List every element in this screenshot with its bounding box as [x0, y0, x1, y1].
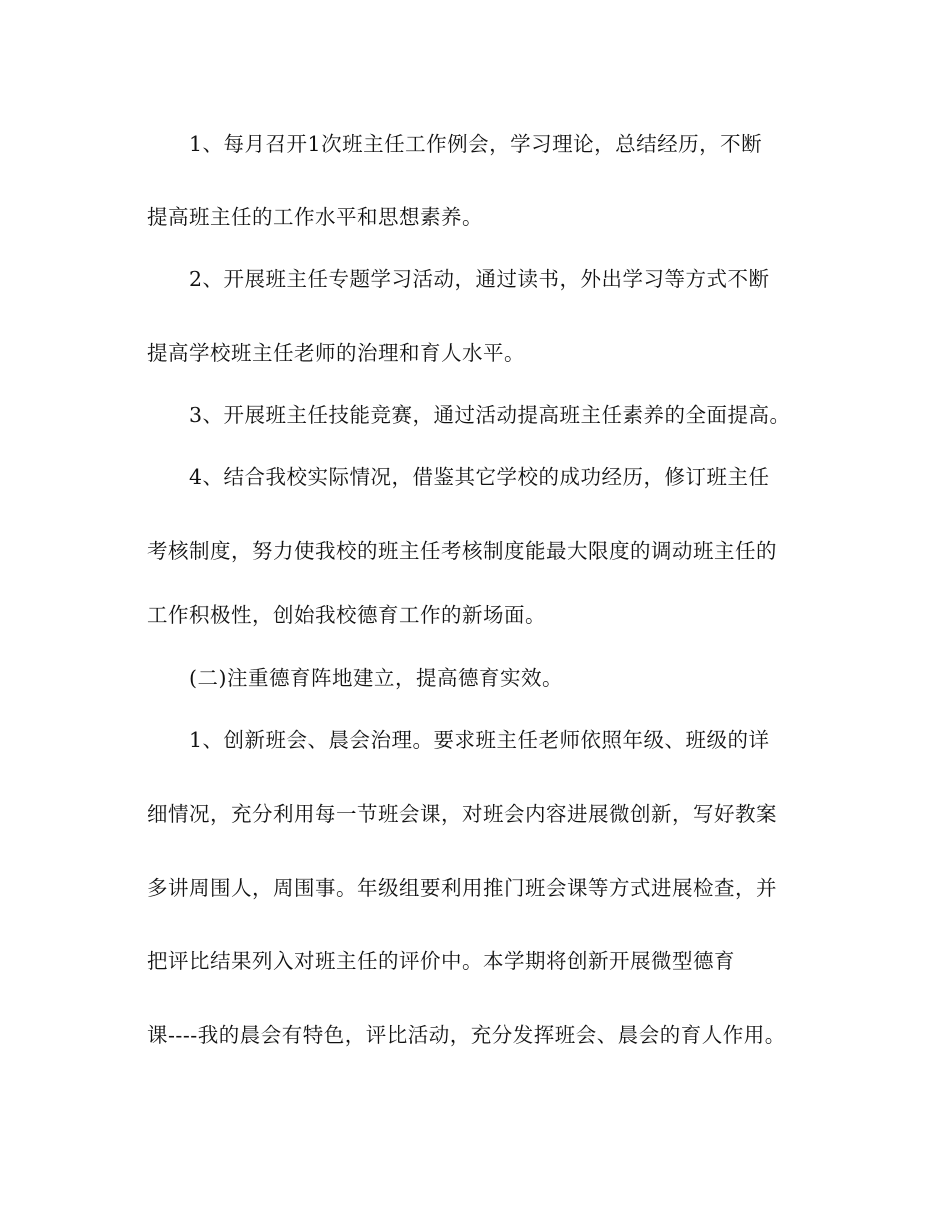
paragraph-line: 1、每月召开1次班主任工作例会，学习理论，总结经历，不断 — [189, 132, 763, 156]
paragraph-line: 提高班主任的工作水平和思想素养。 — [147, 205, 483, 229]
section-heading: (二)注重德育阵地建立，提高德育实效。 — [189, 666, 563, 690]
paragraph-line: 2、开展班主任专题学习活动，通过读书，外出学习等方式不断 — [189, 267, 770, 291]
paragraph-line: 把评比结果列入对班主任的评价中。本学期将创新开展微型德育 — [147, 949, 735, 973]
paragraph-line: 考核制度，努力使我校的班主任考核制度能最大限度的调动班主任的 — [147, 539, 777, 563]
paragraph-line: 细情况，充分利用每一节班会课，对班会内容进展微创新，写好教案 — [147, 802, 777, 826]
paragraph-line: 多讲周围人，周围事。年级组要利用推门班会课等方式进展检查，并 — [147, 876, 777, 900]
paragraph-line: 课----我的晨会有特色，评比活动，充分发挥班会、晨会的育人作用。 — [147, 1023, 786, 1047]
paragraph-line: 提高学校班主任老师的治理和育人水平。 — [147, 341, 525, 365]
paragraph-line: 工作积极性，创始我校德育工作的新场面。 — [147, 603, 546, 627]
paragraph-line: 3、开展班主任技能竞赛，通过活动提高班主任素养的全面提高。 — [189, 403, 791, 427]
paragraph-line: 4、结合我校实际情况，借鉴其它学校的成功经历，修订班主任 — [189, 465, 770, 489]
paragraph-line: 1、创新班会、晨会治理。要求班主任老师依照年级、班级的详 — [189, 728, 770, 752]
